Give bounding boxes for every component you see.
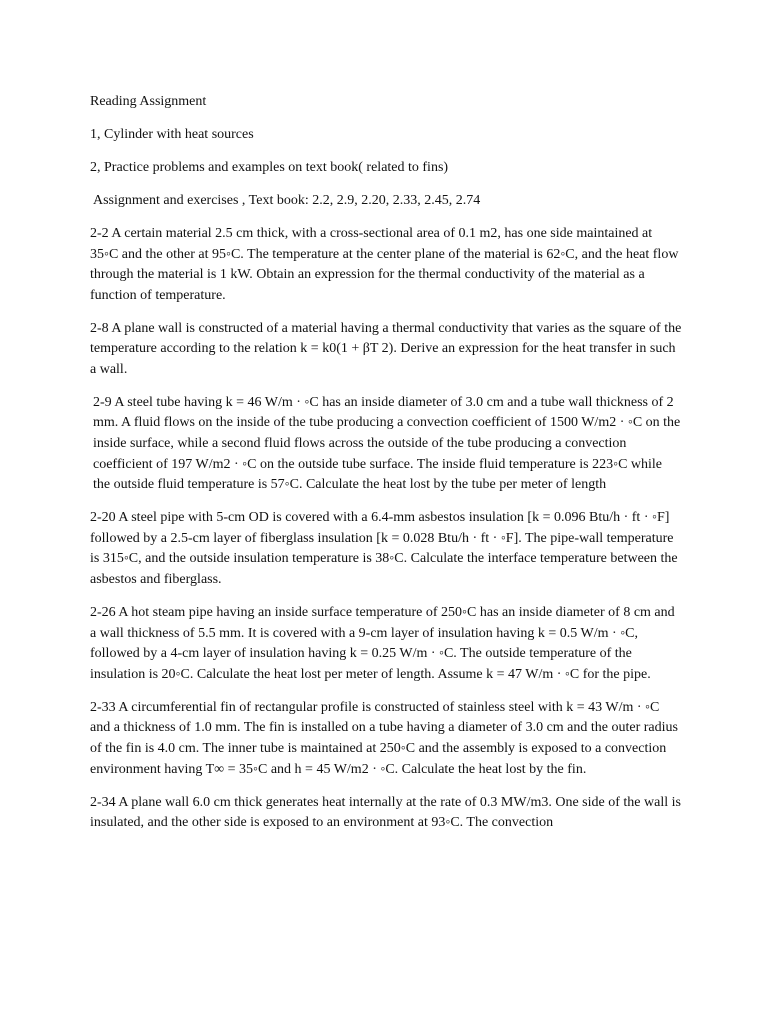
reading-item-1: 1, Cylinder with heat sources [90, 126, 254, 142]
problem-2-34: 2-34 A plane wall 6.0 cm thick generates heat internally at the rate of 0.3 MW/m3. One side of the wall is insulated, and the other side is exposed to an environment at 93◦C. The convection [90, 794, 681, 831]
document-page [90, 92, 682, 846]
problem-2-9: 2-9 A steel tube having k = 46 W/m · ◦C has an inside diameter of 3.0 cm and a tube wall thickness of 2 mm. A fluid flows on the inside of the tube producing a convection coefficient of 1500 W/m2 · ◦C on the inside surface, while a second fluid flows across the outside of the tube producing a convection coefficient of 197 W/m2 · ◦C on the outside tube surface. The inside fluid temperature is 223◦C while the outside fluid temperature is 57◦C. Calculate the heat lost by the tube per meter of length [93, 394, 681, 493]
reading-item-2: 2, Practice problems and examples on text book( related to fins) [90, 159, 449, 175]
problem-2-8: 2-8 A plane wall is constructed of a material having a thermal conductivity that varies as the square of the temperature according to the relation k = k0(1 + βT 2). Derive an expression for the heat transfer in such a wall. [90, 320, 682, 377]
problem-2-26: 2-26 A hot steam pipe having an inside surface temperature of 250◦C has an inside diameter of 8 cm and a wall thickness of 5.5 mm. It is covered with a 9-cm layer of insulation having k = 0.5 W/m · ◦C, followed by a 4-cm layer of insulation having k = 0.25 W/m · ◦C. The outside temperature of the insulation is 20◦C. Calculate the heat lost per meter of length. Assume k = 47 W/m · ◦C for the pipe. [90, 605, 675, 682]
problem-2-20: 2-20 A steel pipe with 5-cm OD is covered with a 6.4-mm asbestos insulation [k = 0.096 Btu/h · ft · ◦F] followed by a 2.5-cm layer of fiberglass insulation [k = 0.028 Btu/h · ft · ◦F]. The pipe-wall temperature is 315◦C, and the outside insulation temperature is 38◦C. Calculate the interface temperature between the asbestos and fiberglass. [90, 510, 678, 588]
problem-2-2: 2-2 A certain material 2.5 cm thick, with a cross-sectional area of 0.1 m2, has one side maintained at 35◦C and the other at 95◦C. The temperature at the center plane of the material is 62◦C, and the heat flow through the material is 1 kW. Obtain an expression for the thermal conductivity of the material as a function of temperature. [90, 225, 679, 303]
document-heading: Reading Assignment [90, 94, 207, 109]
assignment-line: Assignment and exercises , Text book: 2.2, 2.9, 2.20, 2.33, 2.45, 2.74 [93, 192, 481, 208]
problem-2-33: 2-33 A circumferential fin of rectangular profile is constructed of stainless steel with k = 43 W/m · ◦C and a thickness of 1.0 mm. The fin is installed on a tube having a diameter of 3.0 cm and the outer radius of the fin is 4.0 cm. The inner tube is maintained at 250◦C and the assembly is exposed to a convection environment having T∞ = 35◦C and h = 45 W/m2 · ◦C. Calculate the heat lost by the fin. [90, 699, 678, 777]
